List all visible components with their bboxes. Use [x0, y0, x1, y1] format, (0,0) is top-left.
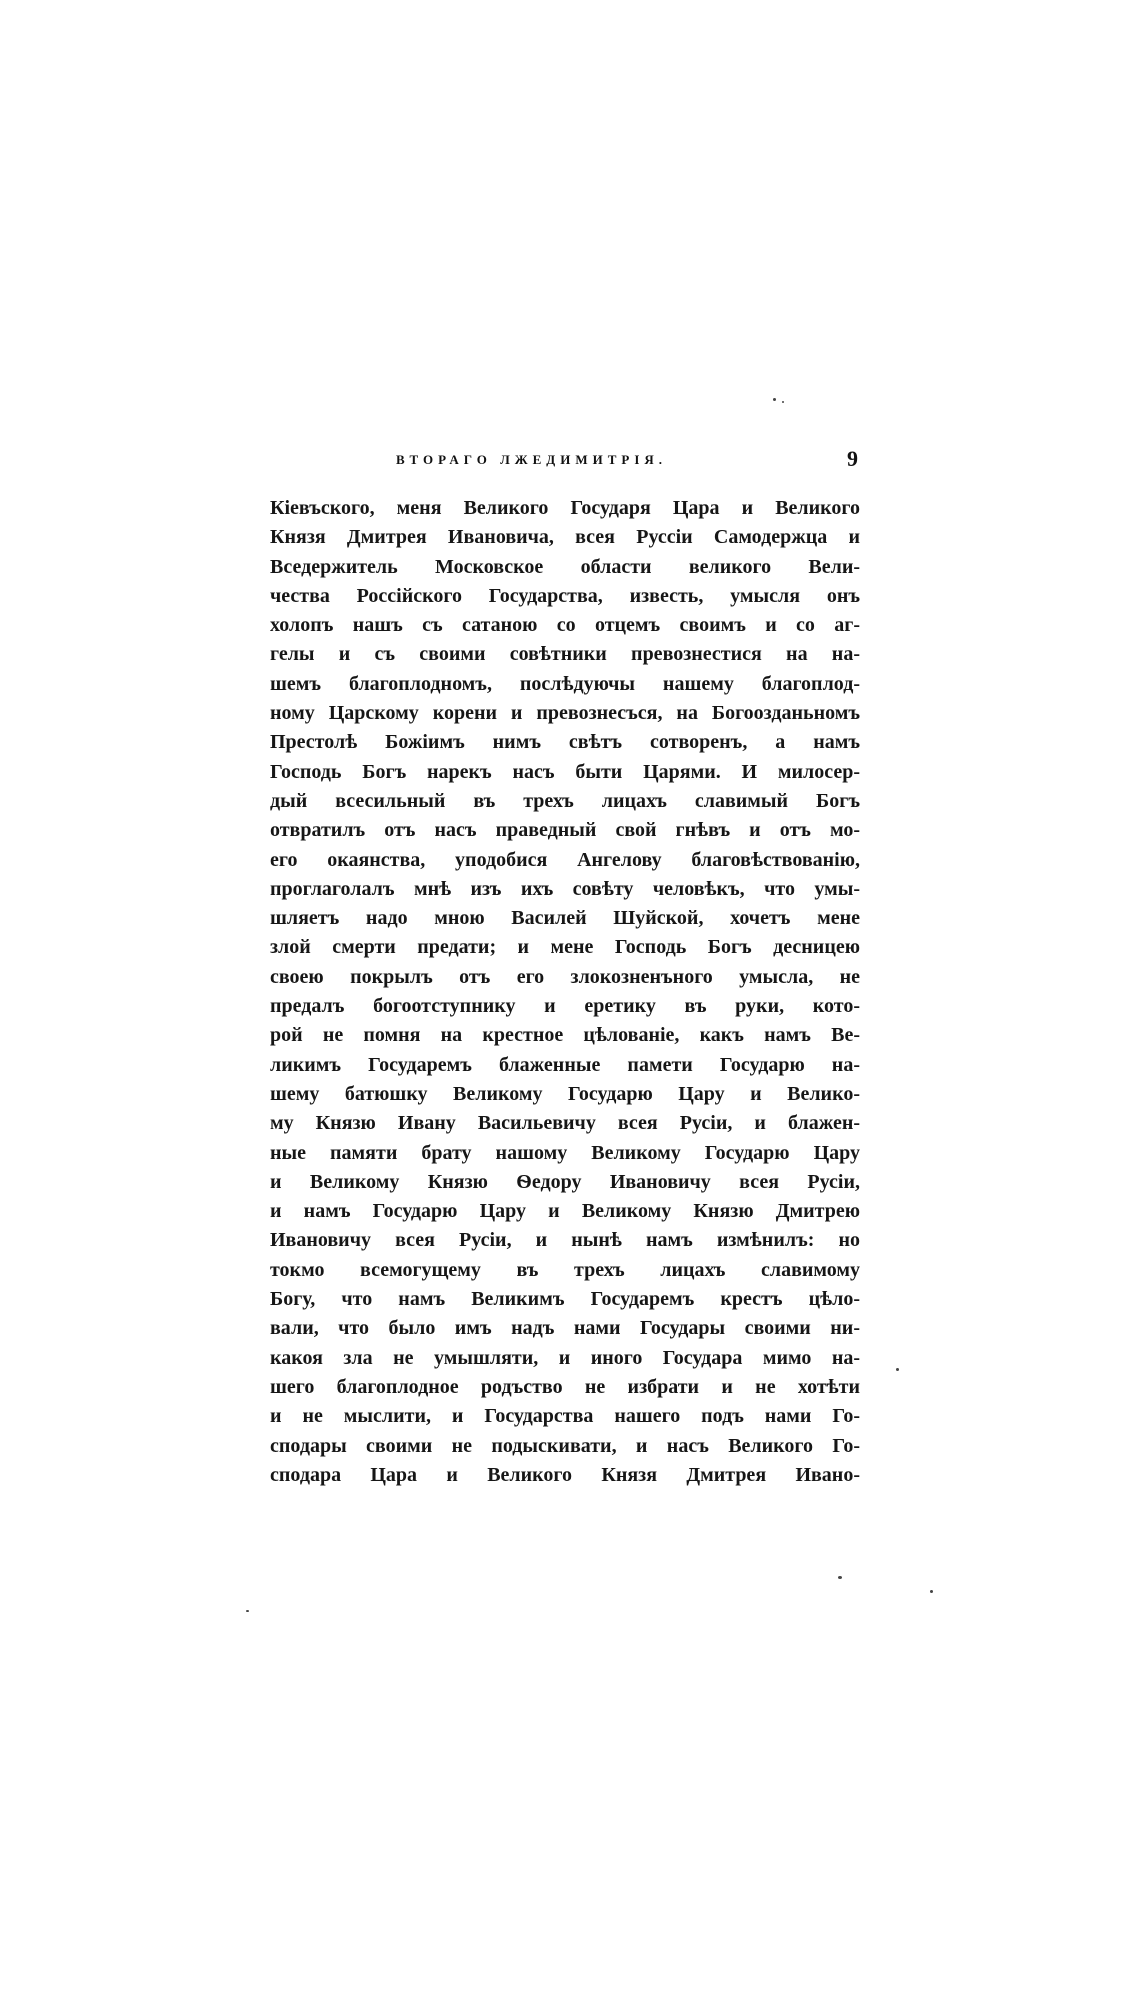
text-line: сподара Цара и Великого Князя Дмитрея Ивано-: [270, 1463, 860, 1486]
text-line: Богу, что намъ Великимъ Государемъ крестъ цѣло-: [270, 1288, 860, 1311]
text-line: Князя Дмитрея Ивановича, всея Руссіи Самодержца и: [270, 526, 860, 549]
text-line: шего благоплодное родъство не избрати и не хотѣти: [270, 1375, 860, 1398]
text-line: его окаянства, уподобися Ангелову благовѣствованію,: [270, 848, 860, 871]
text-line: му Князю Ивану Васильевичу всея Русіи, и блажен-: [270, 1112, 860, 1135]
text-line: холопъ нашъ съ сатаною со отцемъ своимъ и со аг-: [270, 614, 860, 637]
text-line: и намъ Государю Цару и Великому Князю Дмитрею: [270, 1200, 860, 1223]
text-line: проглаголалъ мнѣ изъ ихъ совѣту человѣкъ, что умы-: [270, 877, 860, 900]
page-header: [396, 446, 858, 480]
text-line: Престолѣ Божіимъ нимъ свѣтъ сотворенъ, а намъ: [270, 731, 860, 754]
text-line: шему батюшку Великому Государю Цару и Велико-: [270, 1082, 860, 1105]
text-line: ному Царскому корени и превознесъся, на Богоозданьномъ: [270, 702, 860, 725]
scan-speck: [246, 1610, 249, 1612]
text-line: гелы и съ своими совѣтники превознестися на на-: [270, 643, 860, 666]
text-line: и Великому Князю Ѳедору Ивановичу всея Русіи,: [270, 1170, 860, 1193]
text-line: вали, что было имъ надъ нами Государы своими ни-: [270, 1317, 860, 1340]
text-line: Кіевъского, меня Великого Государя Цара и Великого: [270, 497, 860, 519]
text-line: Господь Богъ нарекъ насъ быти Царями. И милосер-: [270, 760, 860, 783]
text-line: ликимъ Государемъ блаженные памети Государю на-: [270, 1053, 860, 1076]
scan-speck: [782, 401, 784, 403]
text-line: и не мыслити, и Государства нашего подъ нами Го-: [270, 1405, 860, 1428]
text-line: отвратилъ отъ насъ праведный свой гнѣвъ и отъ мо-: [270, 819, 860, 842]
scan-speck: [896, 1368, 899, 1371]
body-text: [270, 494, 860, 1490]
scan-speck: [838, 1576, 842, 1579]
text-line: рой не помня на крестное цѣлованіе, какъ намъ Ве-: [270, 1024, 860, 1047]
text-line: токмо всемогущему въ трехъ лицахъ славимому: [270, 1258, 860, 1281]
text-line: сподары своими не подыскивати, и насъ Великого Го-: [270, 1434, 860, 1457]
text-line: злой смерти предати; и мене Господь Богъ десницею: [270, 936, 860, 959]
page-number: 9: [847, 446, 858, 471]
scan-speck: [773, 398, 776, 401]
text-line: своею покрылъ отъ его злокозненъного умысла, не: [270, 965, 860, 988]
text-line: дый всесильный въ трехъ лицахъ славимый Богъ: [270, 789, 860, 812]
text-line: шляетъ надо мною Василей Шуйской, хочетъ мене: [270, 907, 860, 930]
text-line: шемъ благоплодномъ, послѣдуючы нашему благоплод-: [270, 672, 860, 695]
text-line: Вседержитель Московское области великого Вели-: [270, 555, 860, 578]
text-line: Ивановичу всея Русіи, и нынѣ намъ измѣнилъ: но: [270, 1229, 860, 1252]
text-line: какоя зла не умышляти, и иного Государа мимо на-: [270, 1346, 860, 1369]
text-line: чества Россійского Государства, известь, умысля онъ: [270, 584, 860, 607]
text-line: предалъ богоотступнику и еретику въ руки, кото-: [270, 995, 860, 1018]
text-line: ные памяти брату нашому Великому Государю Цару: [270, 1141, 860, 1164]
scan-speck: [930, 1590, 933, 1593]
running-title: ВТОРАГО ЛЖЕДИМИТРІЯ.: [396, 452, 668, 467]
